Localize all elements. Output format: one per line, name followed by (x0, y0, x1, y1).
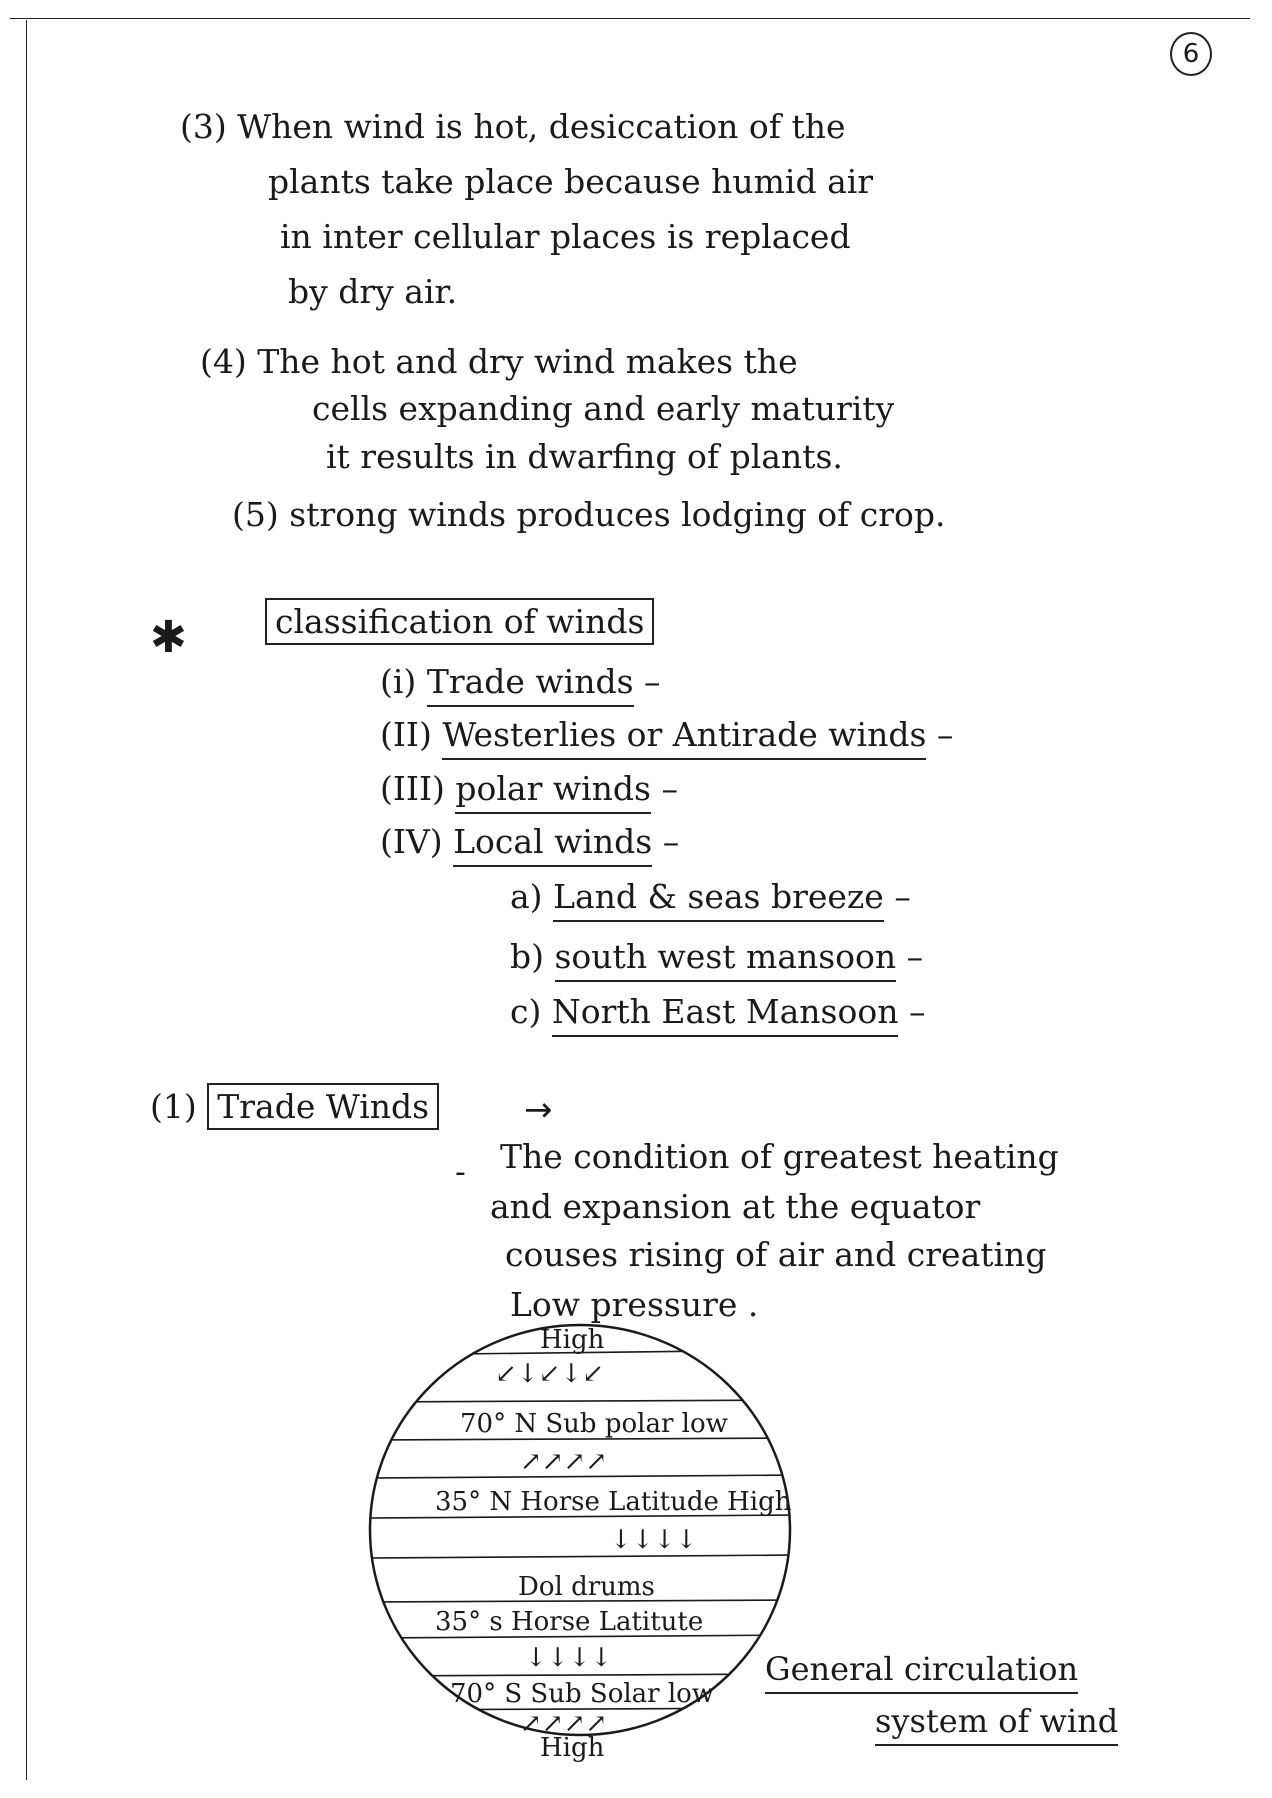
globe-arrows-4: ↓↓↓↓ (525, 1643, 613, 1673)
class-subitem-num: c) (510, 992, 542, 1031)
point3-line-3: in inter cellular places is replaced (280, 217, 851, 256)
classification-heading-wrap (265, 602, 654, 641)
caption-line-1 (765, 1650, 1078, 1688)
globe-label-35n: 35° N Horse Latitude High (435, 1487, 792, 1517)
page-border-top (10, 18, 1250, 19)
class-subitem-label: Land & seas breeze (553, 877, 884, 922)
page-border-left (26, 20, 27, 1780)
class-item-1: (i) Trade winds – (380, 665, 661, 698)
class-item-num: (i) (380, 662, 417, 701)
globe-arrows-2: ↗↗↗↗ (520, 1447, 608, 1477)
caption-text-2: system of wind (875, 1702, 1118, 1746)
class-item-3: (III) polar winds – (380, 772, 678, 805)
point5-line: (5) strong winds produces lodging of crop. (232, 495, 946, 534)
class-item-num: (III) (380, 769, 445, 808)
class-item-label: Local winds (453, 822, 652, 867)
globe-label-south-pole: High (540, 1733, 605, 1763)
globe-diagram (370, 1320, 800, 1763)
class-item-num: (II) (380, 715, 432, 754)
class-subitem-c: c) North East Mansoon – (510, 995, 925, 1028)
globe-label-70n: 70° N Sub polar low (460, 1409, 728, 1439)
trade-winds-heading-wrap (150, 1087, 439, 1126)
caption-text-1: General circulation (765, 1650, 1078, 1694)
point4-line-2: cells expanding and early maturity (312, 389, 895, 428)
classification-heading: classification of winds (265, 598, 654, 645)
globe-arrows-1: ↙↓↙↓↙ (495, 1359, 604, 1389)
point4-line-3: it results in dwarfing of plants. (326, 437, 843, 476)
page-number: 6 (1170, 32, 1212, 76)
trade-winds-heading: Trade Winds (207, 1083, 439, 1130)
class-item-4: (IV) Local winds – (380, 825, 679, 858)
point3-line-2: plants take place because humid air (268, 162, 874, 201)
class-subitem-a: a) Land & seas breeze – (510, 880, 911, 913)
class-item-label: polar winds (455, 769, 651, 814)
class-subitem-label: North East Mansoon (552, 992, 899, 1037)
trade-winds-num: (1) (150, 1087, 197, 1126)
class-item-label: Trade winds (427, 662, 634, 707)
trade-winds-line-3: couses rising of air and creating (505, 1235, 1047, 1274)
class-subitem-num: a) (510, 877, 543, 916)
globe-arrows-3: ↓↓↓↓ (610, 1525, 698, 1555)
trade-winds-line-1: The condition of greatest heating (500, 1137, 1059, 1176)
dash-mark: - (455, 1155, 466, 1190)
point3-line-4: by dry air. (288, 272, 458, 311)
trade-winds-line-4: Low pressure . (510, 1285, 759, 1324)
globe-arrows-5: ↗↗↗↗ (520, 1709, 608, 1739)
globe-label-35s: 35° s Horse Latitute (435, 1607, 704, 1637)
globe-label-north-pole: High (540, 1325, 605, 1355)
point3-line-1: (3) When wind is hot, desiccation of the (180, 107, 846, 146)
caption-line-2 (875, 1702, 1118, 1740)
right-arrow-icon: → (524, 1090, 553, 1130)
point4-line-1: (4) The hot and dry wind makes the (200, 342, 798, 381)
asterisk-icon: ✱ (150, 612, 187, 663)
class-subitem-num: b) (510, 937, 544, 976)
class-item-num: (IV) (380, 822, 443, 861)
globe-label-70s: 70° S Sub Solar low (450, 1679, 715, 1709)
trade-winds-line-2: and expansion at the equator (490, 1187, 981, 1226)
class-subitem-label: south west mansoon (555, 937, 897, 982)
class-item-label: Westerlies or Antirade winds (442, 715, 926, 760)
class-subitem-b: b) south west mansoon – (510, 940, 923, 973)
globe-label-doldrums: Dol drums (518, 1572, 655, 1602)
class-item-2: (II) Westerlies or Antirade winds – (380, 718, 953, 751)
